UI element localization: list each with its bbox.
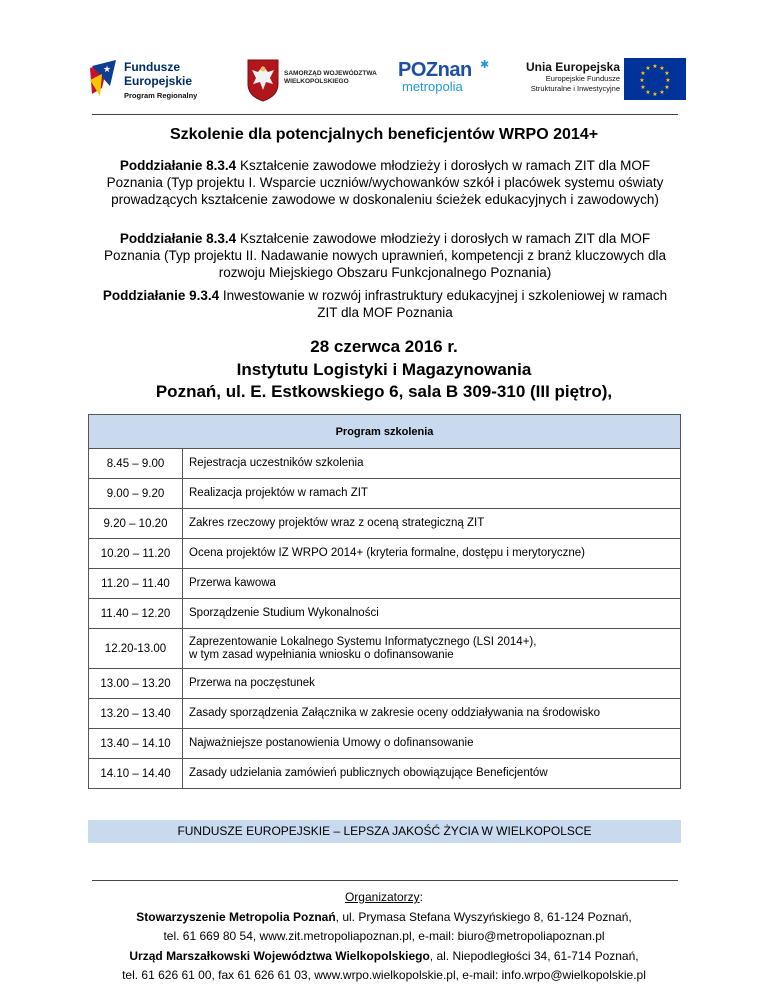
- logo-bar: [0, 52, 768, 112]
- fe-logo-line1: Fundusze: [124, 60, 180, 74]
- table-row: [89, 729, 681, 759]
- svg-text:★: ★: [659, 90, 665, 96]
- row-description-line2: w tym zasad wypełniania wniosku o dofinansowanie: [189, 648, 454, 661]
- organizers-heading-colon: :: [419, 890, 424, 904]
- table-row: [89, 669, 681, 699]
- subaction-text: Kształcenie zawodowe młodzieży i dorosłych w ramach ZIT dla MOF Poznania (Typ projektu I. Wsparcie uczniów/wychowanków szkół i placówek systemu oświaty prowadzących kształcenie zawodowe w doskonaleniu ścieżek edukacyjnych i zawodowych): [106, 158, 664, 207]
- slogan-banner: FUNDUSZE EUROPEJSKIE – LEPSZA JAKOŚĆ ŻYCIA W WIELKOPOLSCE: [88, 820, 681, 843]
- fe-logo-line3: Program Regionalny: [124, 91, 198, 100]
- row-description: Przerwa na poczęstunek: [183, 669, 681, 699]
- svg-text:★: ★: [659, 66, 665, 72]
- row-time: 11.40 – 12.20: [89, 599, 183, 629]
- footer-divider: [92, 880, 678, 881]
- subaction-label: Poddziałanie 8.3.4: [119, 158, 237, 173]
- row-description: Rejestracja uczestników szkolenia: [183, 449, 681, 479]
- row-time: 10.20 – 11.20: [89, 539, 183, 569]
- event-info: [0, 336, 768, 404]
- poznan-metropolia-logo: [398, 60, 494, 104]
- row-description: Najważniejsze postanowienia Umowy o dofinansowanie: [183, 729, 681, 759]
- svg-text:★: ★: [640, 85, 646, 91]
- organizers-block: [0, 888, 768, 986]
- eu-flag-icon: [624, 58, 686, 100]
- subaction-paragraph: [92, 230, 678, 281]
- row-time: 13.40 – 14.10: [89, 729, 183, 759]
- eagle-shield-icon: [246, 58, 280, 102]
- fundusze-europejskie-logo: [88, 58, 228, 102]
- page-title: Szkolenie dla potencjalnych beneficjentów WRPO 2014+: [169, 126, 599, 143]
- row-description: Ocena projektów IZ WRPO 2014+ (kryteria formalne, dostępu i merytoryczne): [183, 539, 681, 569]
- row-description: Zasady udzielania zamówień publicznych obowiązujące Beneficjentów: [183, 759, 681, 789]
- ue-logo-title: Unia Europejska: [525, 60, 620, 74]
- table-row: [89, 699, 681, 729]
- event-venue: Instytutu Logistyki i Magazynowania: [236, 359, 532, 379]
- svg-text:★: ★: [640, 71, 646, 77]
- subaction-text: Inwestowanie w rozwój infrastruktury edukacyjnej i szkoleniowej w ramach ZIT dla MOF Poznania: [219, 288, 668, 320]
- row-description: [183, 629, 681, 669]
- subaction-label: Poddziałanie 9.3.4: [102, 288, 220, 303]
- sw-logo-line2: WIELKOPOLSKIEGO: [284, 78, 349, 85]
- row-time: 11.20 – 11.40: [89, 569, 183, 599]
- row-description: Zasady sporządzenia Załącznika w zakresie oceny oddziaływania na środowisko: [183, 699, 681, 729]
- row-description: Sporządzenie Studium Wykonalności: [183, 599, 681, 629]
- subaction-label: Poddziałanie 8.3.4: [119, 231, 237, 246]
- table-row: [89, 759, 681, 789]
- row-time: 14.10 – 14.40: [89, 759, 183, 789]
- row-description-line1: Zaprezentowanie Lokalnego Systemu Informatycznego (LSI 2014+),: [189, 635, 537, 648]
- svg-text:★: ★: [103, 64, 112, 74]
- table-row: [89, 509, 681, 539]
- svg-text:★: ★: [664, 85, 670, 91]
- header-divider: [92, 114, 678, 115]
- organizer-address: , ul. Prymasa Stefana Wyszyńskiego 8, 61-124 Poznań,: [335, 909, 632, 924]
- subaction-text: Kształcenie zawodowe młodzieży i dorosłych w ramach ZIT dla MOF Poznania (Typ projektu II. Nadawanie nowych uprawnień, kompetencji z branż kluczowych dla rozwoju Miejskiego Obszaru Funkcjonalnego Poznania): [103, 231, 667, 280]
- event-address: Poznań, ul. E. Estkowskiego 6, sala B 309-310 (III piętro),: [155, 382, 613, 401]
- subaction-paragraph: [92, 287, 678, 321]
- row-description: Realizacja projektów w ramach ZIT: [183, 479, 681, 509]
- row-time: 9.00 – 9.20: [89, 479, 183, 509]
- table-row: [89, 539, 681, 569]
- unia-europejska-logo: [508, 58, 688, 102]
- samorzad-logo: [246, 58, 386, 108]
- event-date: 28 czerwca 2016 r.: [310, 337, 458, 356]
- svg-text:★: ★: [645, 90, 651, 96]
- row-description: Zakres rzeczowy projektów wraz z oceną strategiczną ZIT: [183, 509, 681, 539]
- table-row: [89, 479, 681, 509]
- ue-logo-line1: Europejskie Fundusze: [545, 74, 620, 83]
- ue-logo-line2: Strukturalne i Inwestycyjne: [530, 84, 620, 93]
- svg-text:★: ★: [652, 92, 658, 98]
- svg-text:★: ★: [639, 78, 645, 84]
- table-row: [89, 569, 681, 599]
- sw-logo-line1: SAMORZĄD WOJEWÓDZTWA: [284, 70, 377, 77]
- row-time: 9.20 – 10.20: [89, 509, 183, 539]
- program-table-header: Program szkolenia: [89, 415, 681, 449]
- pm-logo-line1: POZnan: [398, 59, 472, 81]
- pm-logo-line2: metropolia: [402, 79, 463, 94]
- table-row: [89, 629, 681, 669]
- svg-text:★: ★: [664, 71, 670, 77]
- program-table: [88, 414, 681, 789]
- organizer-name: Urząd Marszałkowski Województwa Wielkopolskiego: [129, 948, 430, 963]
- table-row: [89, 449, 681, 479]
- organizer-name: Stowarzyszenie Metropolia Poznań: [136, 909, 336, 924]
- organizer-contact: tel. 61 669 80 54, www.zit.metropoliapoznan.pl, e-mail: biuro@metropoliapoznan.pl: [163, 929, 605, 943]
- fundusze-europejskie-mark-icon: [88, 58, 122, 98]
- organizer-contact: tel. 61 626 61 00, fax 61 626 61 03, www.wrpo.wielkopolskie.pl, e-mail: info.wrpo@wielkopolskie.pl: [122, 968, 646, 982]
- svg-text:★: ★: [652, 64, 658, 70]
- organizer-address: , al. Niepodległości 34, 61-714 Poznań,: [429, 948, 639, 963]
- organizers-heading: Organizatorzy: [344, 890, 420, 904]
- subaction-paragraph: [92, 157, 678, 208]
- svg-text:★: ★: [645, 66, 651, 72]
- star-icon: ✱: [480, 59, 490, 71]
- row-time: 12.20-13.00: [89, 629, 183, 669]
- row-time: 13.00 – 13.20: [89, 669, 183, 699]
- svg-text:★: ★: [665, 78, 671, 84]
- table-row: [89, 599, 681, 629]
- row-description: Przerwa kawowa: [183, 569, 681, 599]
- fe-logo-line2: Europejskie: [124, 74, 193, 88]
- row-time: 8.45 – 9.00: [89, 449, 183, 479]
- row-time: 13.20 – 13.40: [89, 699, 183, 729]
